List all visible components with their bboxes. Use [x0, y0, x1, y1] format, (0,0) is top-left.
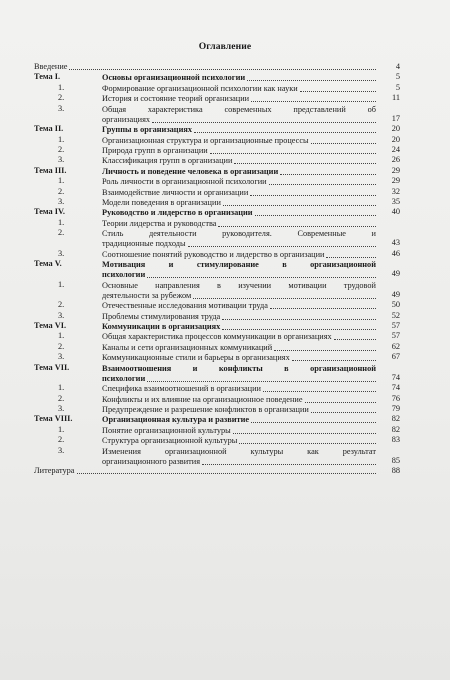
toc-entry	[34, 447, 400, 468]
toc-entry	[34, 312, 400, 322]
dot-leader	[222, 329, 376, 330]
item-number: 2.	[58, 93, 65, 103]
page-number: 4	[395, 62, 400, 71]
title-line: Организационная структура и организационные процессы	[102, 135, 309, 145]
dot-leader	[234, 163, 376, 164]
item-number: 3.	[58, 403, 65, 413]
page-number: 62	[391, 341, 400, 351]
page-number: 85	[391, 455, 400, 465]
page-number: 26	[391, 155, 400, 165]
item-number: 3.	[58, 352, 65, 362]
toc-entry	[34, 364, 400, 385]
toc-entry	[34, 156, 400, 166]
title-line: Стиль деятельности руководителя. Современные и	[102, 229, 376, 239]
title-line: Понятие организационной культуры	[102, 425, 231, 435]
title-line: психологии	[102, 373, 146, 383]
toc-entry	[34, 177, 400, 187]
toc-entry	[34, 322, 400, 332]
dot-leader	[251, 422, 376, 423]
item-title	[102, 301, 376, 311]
title-line: Взаимоотношения и конфликты в организационной	[102, 363, 376, 373]
toc-entry	[34, 125, 400, 135]
item-number: 2.	[58, 435, 65, 445]
item-title	[102, 395, 376, 405]
title-line: Основные направления в изучении мотивации трудовой	[102, 280, 376, 290]
item-number: 1.	[58, 82, 65, 92]
page-number: 43	[391, 238, 400, 248]
title-line: Классификация групп в организации	[102, 156, 233, 166]
chapter-number: Тема II.	[34, 124, 64, 134]
page-number: 76	[391, 393, 400, 403]
item-number: 1.	[58, 134, 65, 144]
toc-entry	[34, 219, 400, 229]
item-number: 2.	[58, 393, 65, 403]
dot-leader	[223, 205, 376, 206]
chapter-number: Тема III.	[34, 165, 67, 175]
item-number: 2.	[58, 186, 65, 196]
item-title	[102, 250, 376, 260]
item-number: 3.	[58, 445, 65, 455]
page-number: 29	[391, 176, 400, 186]
page-number: 46	[391, 248, 400, 258]
chapter-number: Тема VI.	[34, 321, 67, 331]
item-title	[102, 436, 376, 446]
title-line: организационного развития	[102, 456, 201, 466]
title-line: Руководство и лидерство в организации	[102, 208, 253, 218]
item-number: 3.	[58, 196, 65, 206]
title-line: Изменения организационной культуры как результат	[102, 446, 376, 456]
toc-entry-label: Введение	[34, 63, 68, 71]
item-title	[102, 405, 376, 415]
dot-leader	[305, 402, 376, 403]
chapter-number: Тема VIII.	[34, 414, 73, 424]
toc-entry	[34, 73, 400, 83]
page-number: 24	[391, 144, 400, 154]
dot-leader	[263, 391, 376, 392]
title-line: Каналы и сети организационных коммуникаций	[102, 342, 273, 352]
title-line: Природа групп в организации	[102, 145, 208, 155]
page-title: Оглавление	[198, 41, 252, 52]
toc-entry	[34, 467, 400, 477]
title-line: Группы в организациях	[102, 125, 192, 135]
item-title	[102, 136, 376, 146]
item-title	[102, 84, 376, 94]
dot-leader	[194, 132, 376, 133]
page-number: 5	[395, 82, 400, 92]
title-line: Организационная культура и развитие	[102, 415, 250, 425]
title-line: Соотношение понятий руководство и лидерство в организации	[102, 249, 325, 259]
page-number: 20	[391, 134, 400, 144]
chapter-title	[102, 125, 376, 135]
chapter-number: Тема IV.	[34, 207, 65, 217]
chapter-title	[102, 415, 376, 425]
item-title	[102, 343, 376, 353]
toc-entry	[34, 136, 400, 146]
title-line: психологии	[102, 270, 146, 280]
item-number: 2.	[58, 300, 65, 310]
item-title	[102, 426, 376, 436]
item-number: 3.	[58, 155, 65, 165]
dot-leader	[280, 174, 376, 175]
dot-leader	[334, 339, 376, 340]
page-number: 74	[391, 383, 400, 393]
page-number: 57	[391, 331, 400, 341]
page-number: 83	[391, 435, 400, 445]
toc-entry	[34, 281, 400, 302]
dot-leader	[311, 412, 376, 413]
title-line: Роль личности в организационной психологии	[102, 177, 267, 187]
title-line: Структура организационной культуры	[102, 436, 238, 446]
title-line: История и состояние теорий организации	[102, 94, 250, 104]
dot-leader	[69, 69, 376, 70]
toc-entry	[34, 436, 400, 446]
item-number: 1.	[58, 217, 65, 227]
item-title	[102, 332, 376, 342]
dot-leader	[147, 277, 376, 278]
toc-entry-label: Литература	[34, 467, 75, 476]
toc-entry	[34, 167, 400, 177]
page-number: 52	[391, 310, 400, 320]
toc-entry	[34, 384, 400, 394]
chapter-number: Тема VII.	[34, 362, 70, 372]
toc-entry	[34, 343, 400, 353]
page-number: 57	[391, 321, 400, 331]
item-title	[102, 312, 376, 322]
item-title	[102, 353, 376, 363]
toc-entry	[34, 395, 400, 405]
dot-leader	[239, 443, 376, 444]
item-number: 3.	[58, 310, 65, 320]
dot-leader	[222, 319, 376, 320]
toc-entry	[34, 250, 400, 260]
item-number: 3.	[58, 103, 65, 113]
item-number: 1.	[58, 424, 65, 434]
page-number: 49	[391, 289, 400, 299]
title-line: Проблемы стимулирования труда	[102, 311, 221, 321]
dot-leader	[77, 473, 377, 474]
chapter-number: Тема V.	[34, 259, 62, 269]
item-title	[102, 94, 376, 104]
page-number: 29	[391, 165, 400, 175]
page-number: 40	[391, 207, 400, 217]
title-line: организациях	[102, 114, 151, 124]
page-number: 20	[391, 124, 400, 134]
title-line: традиционные подходы	[102, 239, 186, 249]
title-line: Личность и поведение человека в организации	[102, 166, 279, 176]
item-number: 2.	[58, 341, 65, 351]
page-number: 5	[395, 72, 400, 82]
toc-entry	[34, 332, 400, 342]
page-number: 88	[391, 466, 400, 476]
toc-entry	[34, 301, 400, 311]
page-number: 11	[392, 93, 400, 103]
toc-entry	[34, 146, 400, 156]
item-title	[102, 146, 376, 156]
chapter-title	[102, 73, 376, 83]
toc-entry	[34, 229, 400, 250]
page-number: 17	[391, 113, 400, 123]
toc-entry	[34, 198, 400, 208]
title-line: Общая характеристика процессов коммуникации в организациях	[102, 332, 332, 342]
title-line: Отечественные исследования мотивации труда	[102, 301, 268, 311]
page-number: 32	[391, 186, 400, 196]
toc-entry	[34, 63, 400, 73]
dot-leader	[311, 143, 376, 144]
page-number: 35	[391, 196, 400, 206]
item-title	[102, 177, 376, 187]
item-number: 1.	[58, 331, 65, 341]
dot-leader	[147, 381, 376, 382]
title-line: Формирование организационной психологии как науки	[102, 83, 298, 93]
dot-leader	[210, 153, 376, 154]
toc-entry	[34, 426, 400, 436]
title-line: Взаимодействие личности и организации	[102, 187, 249, 197]
dot-leader	[152, 122, 376, 123]
toc-entry	[34, 105, 400, 126]
dot-leader	[188, 246, 376, 247]
title-line: Общая характеристика современных представлений об	[102, 104, 376, 114]
dot-leader	[202, 464, 376, 465]
page-number: 74	[391, 372, 400, 382]
title-line: деятельности за рубежом	[102, 290, 192, 300]
item-number: 1.	[58, 176, 65, 186]
chapter-title	[102, 322, 376, 332]
toc-entry	[34, 405, 400, 415]
page-number: 82	[391, 424, 400, 434]
page-number: 82	[391, 414, 400, 424]
title-line: Основы организационной психологии	[102, 73, 246, 83]
dot-leader	[255, 215, 376, 216]
title-line: Конфликты и их влияние на организационное поведение	[102, 394, 303, 404]
title-line: Мотивация и стимулирование в организационной	[102, 260, 376, 270]
toc-entry	[34, 415, 400, 425]
item-title	[102, 156, 376, 166]
title-line: Коммуникации в организациях	[102, 322, 221, 332]
table-of-contents	[34, 63, 400, 478]
item-number: 2.	[58, 228, 65, 238]
title-line: Специфика взаимоотношений в организации	[102, 384, 261, 394]
toc-entry	[34, 188, 400, 198]
item-title	[102, 384, 376, 394]
dot-leader	[233, 433, 376, 434]
page-number: 49	[391, 269, 400, 279]
dot-leader	[251, 101, 376, 102]
title-line: Коммуникационные стили и барьеры в организациях	[102, 353, 290, 363]
item-number: 1.	[58, 383, 65, 393]
item-title	[102, 219, 376, 229]
dot-leader	[326, 257, 376, 258]
dot-leader	[247, 80, 376, 81]
dot-leader	[300, 91, 376, 92]
page-number: 67	[391, 352, 400, 362]
dot-leader	[274, 350, 376, 351]
dot-leader	[269, 184, 376, 185]
page-number: 50	[391, 300, 400, 310]
item-title	[102, 198, 376, 208]
chapter-title	[102, 208, 376, 218]
toc-entry	[34, 84, 400, 94]
toc-entry	[34, 208, 400, 218]
title-line: Предупреждение и разрешение конфликтов в организации	[102, 404, 309, 414]
item-number: 2.	[58, 144, 65, 154]
item-number: 1.	[58, 279, 65, 289]
chapter-title	[102, 167, 376, 177]
page-number: 79	[391, 403, 400, 413]
title-line: Теории лидерства и руководства	[102, 218, 217, 228]
dot-leader	[218, 226, 376, 227]
toc-entry	[34, 353, 400, 363]
dot-leader	[193, 298, 376, 299]
toc-entry	[34, 260, 400, 281]
dot-leader	[270, 308, 376, 309]
item-number: 3.	[58, 248, 65, 258]
dot-leader	[250, 195, 376, 196]
chapter-number: Тема I.	[34, 72, 61, 82]
dot-leader	[292, 360, 376, 361]
title-line: Модели поведения в организации	[102, 197, 221, 207]
toc-entry	[34, 94, 400, 104]
item-title	[102, 188, 376, 198]
